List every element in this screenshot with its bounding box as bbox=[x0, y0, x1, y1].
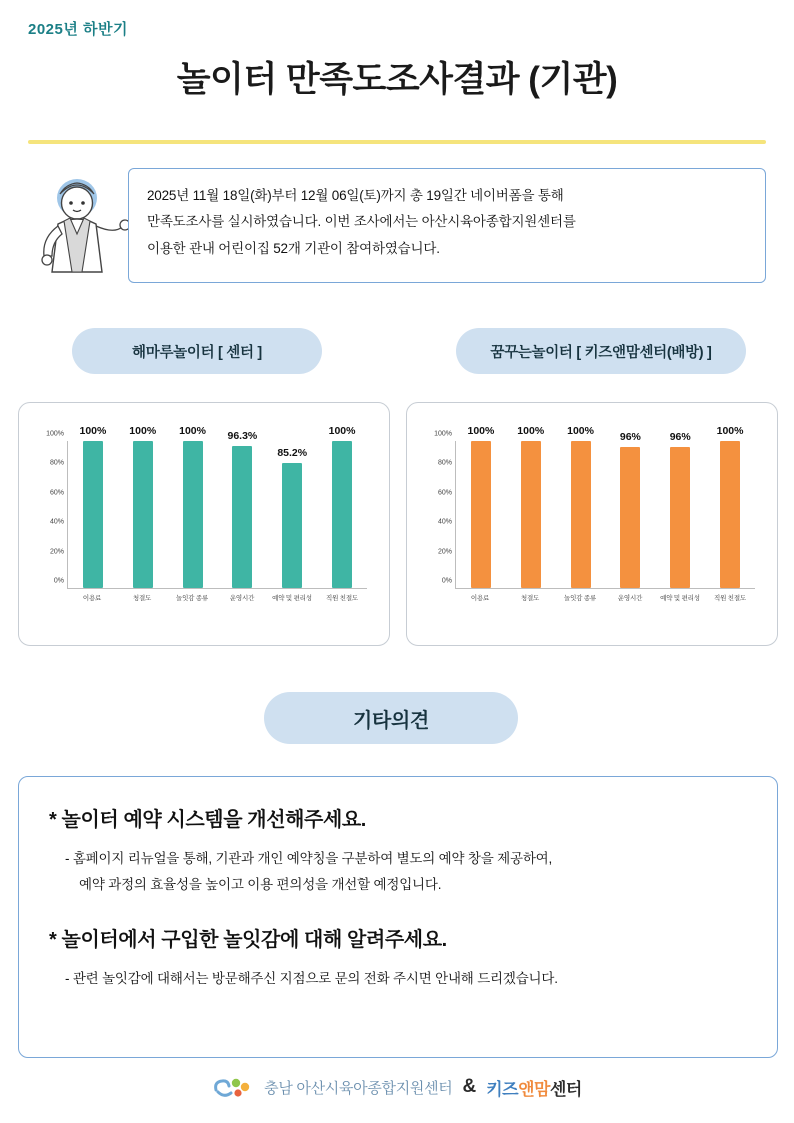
page-title: 놀이터 만족도조사결과 (기관) bbox=[176, 60, 618, 99]
footer bbox=[0, 1074, 794, 1100]
mascot-illustration bbox=[30, 172, 130, 287]
x-axis-label: 예약 및 편리성 bbox=[660, 595, 700, 602]
partner-logo-label bbox=[486, 1075, 582, 1100]
bar-value-label: 100% bbox=[567, 425, 594, 437]
bar bbox=[232, 446, 252, 588]
y-axis-tick: 80% bbox=[49, 459, 64, 467]
bar-group bbox=[564, 425, 598, 588]
x-axis-label: 운영시간 bbox=[617, 595, 643, 602]
opinion-block-1 bbox=[49, 803, 747, 897]
bar-group bbox=[464, 425, 498, 588]
intro-line-1: 2025년 11월 18일(화)부터 12월 06일(토)까지 총 19일간 네이버폼을 통해 bbox=[147, 188, 564, 203]
chart-axes-haemaru bbox=[46, 425, 367, 589]
opinion-line: - 관련 놀잇감에 대해서는 방문해주신 지점으로 문의 전화 주시면 안내해 드리겠습니다. bbox=[65, 971, 558, 987]
bar-group bbox=[514, 425, 548, 588]
x-axis-label: 청결도 bbox=[132, 595, 152, 602]
opinion-heading: * 놀이터에서 구입한 놀잇감에 대해 알려주세요. bbox=[49, 929, 447, 952]
eyebrow-label: 2025년 하반기 bbox=[28, 21, 128, 38]
bar bbox=[133, 441, 153, 588]
bar-group bbox=[663, 430, 697, 588]
bar-group bbox=[275, 441, 309, 588]
bar-group bbox=[176, 425, 210, 588]
y-axis-tick: 60% bbox=[437, 489, 452, 497]
center-name-label: 충남 아산시육아종합지원센터 bbox=[264, 1079, 453, 1097]
bar-value-label: 85.2% bbox=[277, 446, 308, 459]
bar bbox=[521, 441, 541, 588]
opinion-heading: * 놀이터 예약 시스템을 개선해주세요. bbox=[49, 809, 366, 831]
section-pill-right: 꿈꾸는놀이터 [ 키즈앤맘센터(배방) ] bbox=[456, 328, 746, 374]
bar bbox=[720, 441, 740, 588]
y-axis-tick: 100% bbox=[434, 430, 452, 438]
chart-plot-kkumkkuneun bbox=[421, 425, 765, 621]
x-axis-label: 직원 친절도 bbox=[325, 595, 358, 602]
y-axis-tick: 20% bbox=[437, 548, 452, 556]
chart-plot-haemaru bbox=[33, 425, 377, 621]
bar-group bbox=[613, 430, 647, 588]
chart-bars-kkumkkuneun bbox=[456, 425, 755, 588]
ampersand-label: & bbox=[462, 1076, 477, 1097]
intro-box bbox=[128, 168, 766, 283]
x-axis-label: 운영시간 bbox=[229, 595, 255, 602]
y-axis-tick: 80% bbox=[437, 459, 452, 467]
opinion-line: 예약 과정의 효율성을 높이고 이용 편의성을 개선할 예정입니다. bbox=[79, 876, 442, 892]
opinion-line: - 홈페이지 리뉴얼을 통해, 기관과 개인 예약칭을 구분하여 별도의 예약 창을 제공하여, bbox=[65, 851, 553, 866]
bar bbox=[571, 441, 591, 588]
bar bbox=[282, 463, 302, 588]
bar-value-label: 96% bbox=[619, 430, 641, 443]
chart-card-kkumkkuneun bbox=[406, 402, 778, 646]
x-axis-label: 놀잇감 종류 bbox=[563, 595, 596, 602]
x-axis-label: 청결도 bbox=[520, 595, 540, 602]
bar-value-label: 100% bbox=[129, 425, 157, 437]
bar bbox=[83, 441, 103, 588]
bar bbox=[183, 441, 203, 588]
intro-line-2: 만족도조사를 실시하였습니다. 이번 조사에서는 아산시육아종합지원센터를 bbox=[147, 214, 576, 230]
chart-axes-kkumkkuneun bbox=[434, 425, 755, 589]
section-pill-etc: 기타의견 bbox=[264, 692, 518, 744]
y-axis-tick: 60% bbox=[49, 489, 64, 497]
x-axis-label: 예약 및 편리성 bbox=[272, 595, 312, 602]
y-axis-tick: 0% bbox=[441, 577, 452, 585]
section-pill-left: 해마루놀이터 [ 센터 ] bbox=[72, 328, 322, 374]
bar bbox=[471, 441, 491, 588]
bar bbox=[620, 447, 640, 588]
intro-line-3: 이용한 관내 어린이집 52개 기관이 참여하였습니다. bbox=[147, 240, 440, 256]
opinion-block-2 bbox=[49, 923, 747, 992]
opinions-box bbox=[18, 776, 778, 1058]
y-axis-tick: 40% bbox=[437, 518, 452, 526]
bar bbox=[670, 447, 690, 588]
bar-group bbox=[713, 425, 747, 588]
bar-value-label: 96.3% bbox=[227, 430, 258, 443]
bar-value-label: 100% bbox=[467, 425, 495, 437]
partner-kids-label: 키즈 bbox=[486, 1079, 519, 1099]
bar-group bbox=[225, 430, 259, 588]
title-divider bbox=[28, 140, 766, 144]
bar-value-label: 96% bbox=[669, 430, 691, 443]
y-axis-tick: 40% bbox=[49, 518, 64, 526]
x-axis-label: 이용료 bbox=[470, 595, 490, 602]
bar-value-label: 100% bbox=[716, 425, 744, 437]
chart-xlabels-haemaru bbox=[67, 593, 367, 602]
partner-suffix-label: 센터 bbox=[549, 1079, 582, 1099]
bar-value-label: 100% bbox=[517, 425, 545, 437]
bar-value-label: 100% bbox=[79, 425, 107, 437]
partner-n-label: 앤 bbox=[518, 1079, 535, 1099]
bar-group bbox=[126, 425, 160, 588]
chart-card-haemaru bbox=[18, 402, 390, 646]
bar-group bbox=[325, 425, 359, 588]
x-axis-label: 이용료 bbox=[82, 595, 102, 602]
y-axis-tick: 100% bbox=[46, 430, 64, 438]
bar-group bbox=[76, 425, 110, 588]
x-axis-label: 놀잇감 종류 bbox=[175, 595, 208, 602]
chart-bars-haemaru bbox=[68, 425, 367, 588]
y-axis-tick: 0% bbox=[53, 577, 64, 585]
bar bbox=[332, 441, 352, 588]
x-axis-label: 직원 친절도 bbox=[713, 595, 746, 602]
partner-mom-label: 맘 bbox=[534, 1079, 550, 1099]
bar-value-label: 100% bbox=[328, 425, 356, 437]
bar-value-label: 100% bbox=[179, 425, 206, 437]
chart-xlabels-kkumkkuneun bbox=[455, 593, 755, 602]
y-axis-tick: 20% bbox=[49, 548, 64, 556]
center-logo-icon bbox=[212, 1074, 254, 1100]
